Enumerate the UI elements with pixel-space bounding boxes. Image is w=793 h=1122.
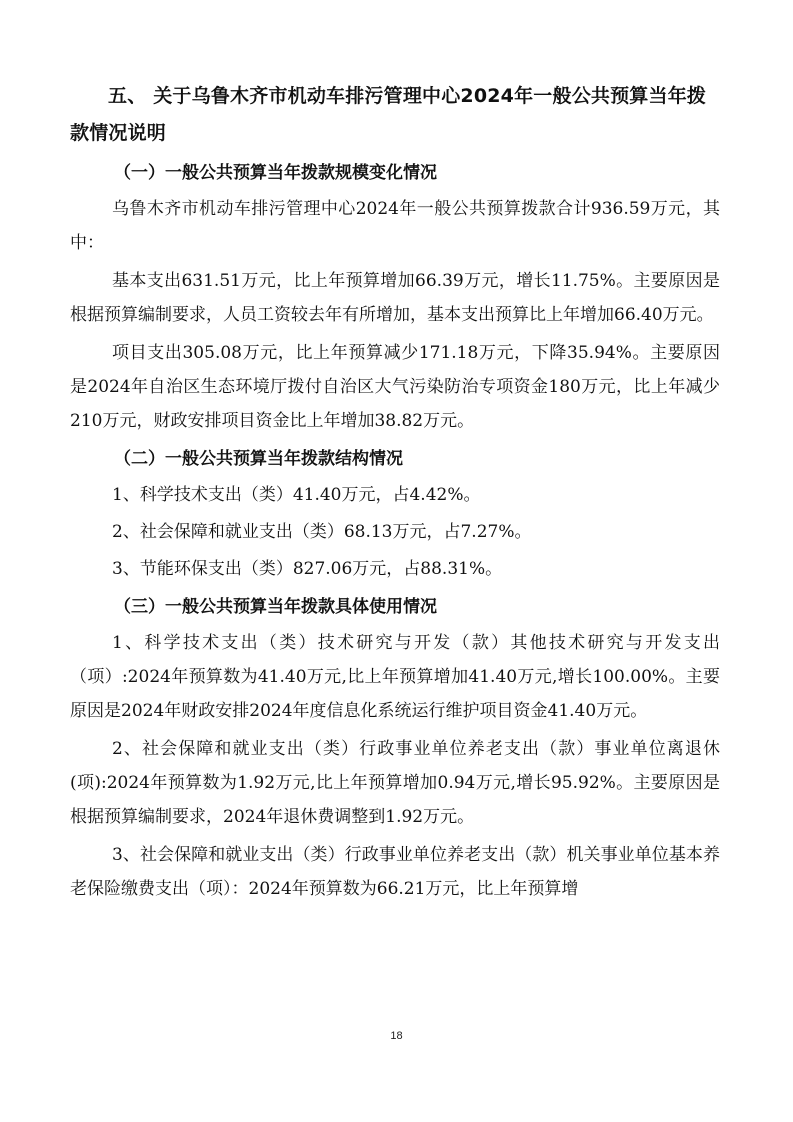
subsection-heading-2: （二）一般公共预算当年拨款结构情况 bbox=[114, 449, 403, 469]
document-body bbox=[70, 78, 720, 910]
paragraph: 基本支出631.51万元，比上年预算增加66.39万元，增长11.75%。主要原因是根据预算编制要求，人员工资较去年有所增加，基本支出预算比上年增加66.40万元。 bbox=[70, 271, 720, 325]
list-item: 2、社会保障和就业支出（类）68.13万元，占7.27%。 bbox=[112, 522, 532, 542]
list-item: 1、科学技术支出（类）41.40万元，占4.42%。 bbox=[112, 485, 481, 505]
subsection-heading-1: （一）一般公共预算当年拨款规模变化情况 bbox=[114, 163, 437, 183]
paragraph: 1、科学技术支出（类）技术研究与开发（款）其他技术研究与开发支出（项）:2024年预算数为41.40万元,比上年预算增加41.40万元,增长100.00%。主要原因是2024年财政安排2024年度信息化系统运行维护项目资金41.40万元。 bbox=[70, 633, 720, 721]
section-title: 五、 关于乌鲁木齐市机动车排污管理中心2024年一般公共预算当年拨款情况说明 bbox=[70, 85, 707, 144]
paragraph: 2、社会保障和就业支出（类）行政事业单位养老支出（款）事业单位离退休(项):2024年预算数为1.92万元,比上年预算增加0.94万元,增长95.92%。主要原因是根据预算编制要求，2024年退休费调整到1.92万元。 bbox=[70, 739, 720, 827]
paragraph: 3、社会保障和就业支出（类）行政事业单位养老支出（款）机关事业单位基本养老保险缴费支出（项）：2024年预算数为66.21万元，比上年预算增 bbox=[70, 845, 720, 899]
list-item: 3、节能环保支出（类）827.06万元，占88.31%。 bbox=[112, 559, 503, 579]
page-number: 18 bbox=[390, 1030, 403, 1042]
paragraph: 乌鲁木齐市机动车排污管理中心2024年一般公共预算拨款合计936.59万元，其中： bbox=[70, 199, 720, 253]
paragraph: 项目支出305.08万元，比上年预算减少171.18万元，下降35.94%。主要原因是2024年自治区生态环境厅拨付自治区大气污染防治专项资金180万元，比上年减少210万元，财政安排项目资金比上年增加38.82万元。 bbox=[70, 343, 720, 431]
subsection-heading-3: （三）一般公共预算当年拨款具体使用情况 bbox=[114, 597, 437, 617]
